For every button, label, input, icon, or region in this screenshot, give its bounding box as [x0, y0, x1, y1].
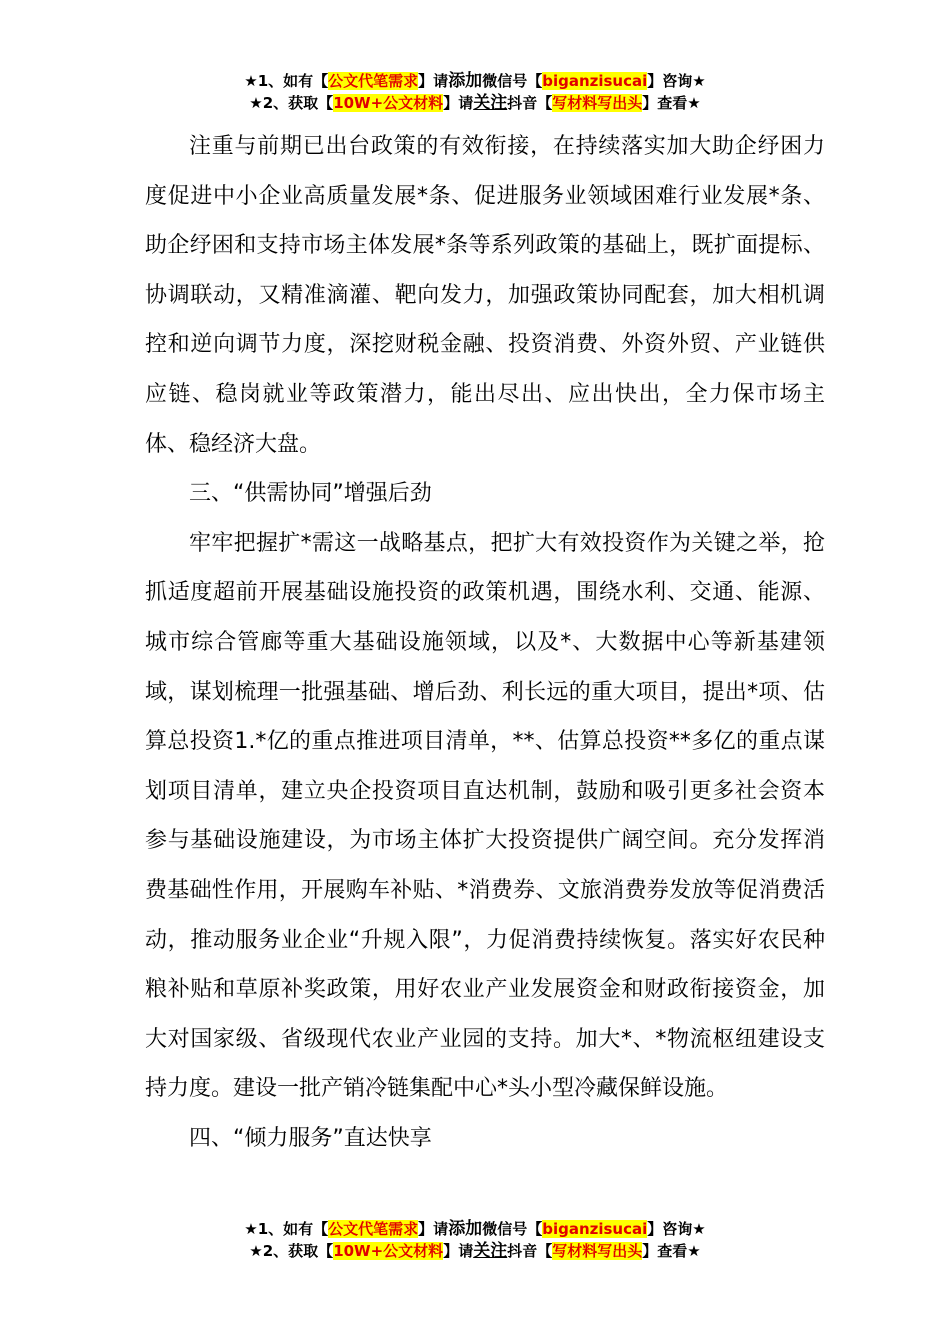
highlight-douyin-id: 写材料写出头	[552, 1242, 643, 1260]
promo-emphasis: 关注	[473, 1241, 508, 1261]
highlight-douyin-id: 写材料写出头	[552, 94, 643, 112]
highlight-service: 公文代笔需求	[328, 1220, 419, 1238]
promo-text: 】咨询★	[647, 72, 706, 90]
promo-text: 】请	[418, 72, 449, 90]
promo-text: 微信号【	[482, 1220, 543, 1238]
paragraph: 牢牢把握扩*需这一战略基点，把扩大有效投资作为关键之举，抢抓适度超前开展基础设施投资的政策机遇，围绕水利、交通、能源、城市综合管廊等重大基础设施领域，以及*、大数据中心等新基建领域，谋划梳理一批强基础、增后劲、利长远的重大项目，提出*项、估算总投资1.*亿的重点推进项目清单，**、估算总投资**多亿的重点谋划项目清单，建立央企投资项目直达机制，鼓励和吸引更多社会资本参与基础设施建设，为市场主体扩大投资提供广阔空间。充分发挥消费基础性作用，开展购车补贴、*消费券、文旅消费券发放等促消费活动，推动服务业企业“升规入限”，力促消费持续恢复。落实好农民种粮补贴和草原补奖政策，用好农业产业发展资金和财政衔接资金，加大对国家级、省级现代农业产业园的支持。加大*、*物流枢纽建设支持力度。建设一批产销冷链集配中心*头小型冷藏保鲜设施。	[145, 530, 825, 1102]
highlight-wechat-id: biganzisucai	[542, 72, 648, 90]
promo-text: ★1、如有【	[244, 72, 329, 90]
highlight-materials: 10W+公文材料	[333, 1242, 444, 1260]
promo-text: 】请	[443, 1242, 474, 1260]
promo-emphasis: 添加	[448, 1219, 483, 1239]
promo-emphasis: 关注	[473, 93, 508, 113]
promo-banner-bottom	[0, 1218, 950, 1262]
promo-line-1	[0, 1218, 950, 1240]
promo-text: ★2、获取【	[249, 94, 334, 112]
highlight-materials: 10W+公文材料	[333, 94, 444, 112]
promo-text: 抖音【	[507, 1242, 553, 1260]
paragraph: 注重与前期已出台政策的有效衔接，在持续落实加大助企纾困力度促进中小企业高质量发展*条、促进服务业领域困难行业发展*条、助企纾困和支持市场主体发展*条等系列政策的基础上，既扩面提标、协调联动，又精准滴灌、靶向发力，加强政策协同配套，加大相机调控和逆向调节力度，深挖财税金融、投资消费、外资外贸、产业链供应链、稳岗就业等政策潜力，能出尽出、应出快出，全力保市场主体、稳经济大盘。	[145, 134, 825, 457]
promo-text: 】请	[443, 94, 474, 112]
section-heading: 三、“供需协同”增强后劲	[189, 481, 432, 507]
document-body	[145, 122, 825, 1163]
promo-text: 】查看★	[642, 1242, 701, 1260]
promo-banner-top	[0, 70, 950, 114]
promo-text: 】请	[418, 1220, 449, 1238]
promo-line-2	[0, 1240, 950, 1262]
promo-line-1	[0, 70, 950, 92]
promo-text: ★2、获取【	[249, 1242, 334, 1260]
promo-emphasis: 添加	[448, 71, 483, 91]
promo-text: 抖音【	[507, 94, 553, 112]
promo-line-2	[0, 92, 950, 114]
promo-text: 】咨询★	[647, 1220, 706, 1238]
highlight-service: 公文代笔需求	[328, 72, 419, 90]
section-heading: 四、“倾力服务”直达快享	[189, 1125, 432, 1151]
promo-text: 微信号【	[482, 72, 543, 90]
promo-text: ★1、如有【	[244, 1220, 329, 1238]
promo-text: 】查看★	[642, 94, 701, 112]
highlight-wechat-id: biganzisucai	[542, 1220, 648, 1238]
